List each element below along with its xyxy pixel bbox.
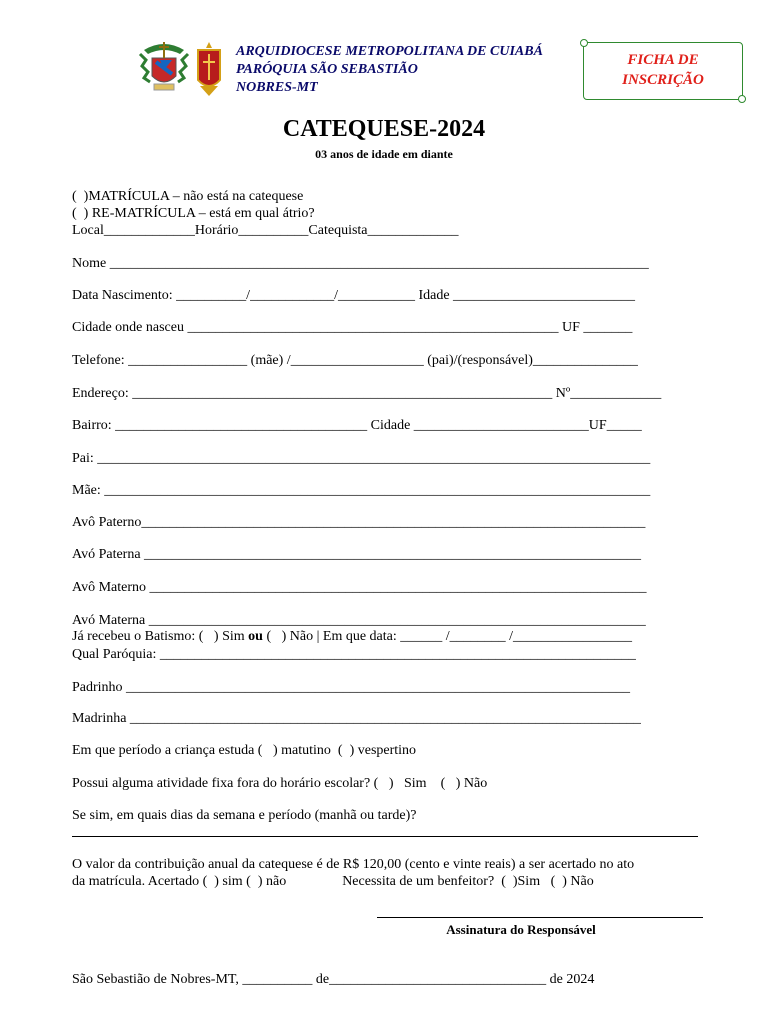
address-field[interactable]: Endereço: ____________________________________________________________ Nº_____________ [72, 386, 662, 401]
baptism-field[interactable] [72, 629, 632, 645]
paternal-grandmother-field[interactable]: Avó Paterna _______________________________________________________________________ [72, 547, 642, 562]
signature-line[interactable] [377, 917, 703, 918]
baptism-date: ( ) Não | Em que data: ______ /________ /_________________ [262, 629, 633, 644]
baptism-or: ou [248, 629, 263, 644]
archdiocese-name: ARQUIDIOCESE METROPOLITANA DE CUIABÁ [236, 44, 543, 59]
enrollment-option[interactable]: ( )MATRÍCULA – não está na catequese [72, 189, 304, 204]
re-enrollment-option[interactable]: ( ) RE-MATRÍCULA – está em qual átrio? [72, 206, 315, 221]
school-period-field[interactable]: Em que período a criança estuda ( ) matutino ( ) vespertino [72, 743, 417, 758]
signature-label: Assinatura do Responsável [446, 922, 596, 937]
archdiocese-coat-of-arms [136, 40, 192, 96]
weekdays-answer-line[interactable] [72, 836, 698, 837]
neighborhood-field[interactable]: Bairro: ____________________________________ Cidade _________________________UF_____ [72, 418, 642, 433]
baptism-label: Já recebeu o Batismo: ( ) Sim [72, 629, 249, 644]
maternal-grandmother-field[interactable]: Avó Materna _______________________________________________________________________ [72, 613, 646, 628]
mother-field[interactable]: Mãe: ______________________________________________________________________________ [72, 483, 651, 498]
parish-field[interactable]: Qual Paróquia: ____________________________________________________________________ [72, 647, 636, 662]
fee-text-line-2[interactable]: da matrícula. Acertado ( ) sim ( ) não Necessita de um benfeitor? ( )Sim ( ) Não [72, 874, 594, 889]
godfather-field[interactable]: Padrinho ________________________________________________________________________ [72, 680, 631, 695]
activity-field[interactable]: Possui alguma atividade fixa fora do horário escolar? ( ) Sim ( ) Não [72, 776, 488, 791]
paternal-grandfather-field[interactable]: Avô Paterno________________________________________________________________________ [72, 515, 646, 530]
registration-badge [583, 42, 743, 100]
phone-field[interactable]: Telefone: _________________ (mãe) /___________________ (pai)/(responsável)_______________ [72, 353, 638, 368]
parish-seal [194, 40, 224, 98]
father-field[interactable]: Pai: _______________________________________________________________________________ [72, 451, 651, 466]
page-title: CATEQUESE-2024 [282, 116, 486, 142]
fee-text-line-1: O valor da contribuição anual da catequese é de R$ 120,00 (cento e vinte reais) a ser acertado no ato [72, 857, 635, 872]
page-subtitle: 03 anos de idade em diante [315, 147, 453, 161]
city-name: NOBRES-MT [236, 80, 318, 95]
name-field[interactable]: Nome _____________________________________________________________________________ [72, 256, 649, 271]
birth-city-field[interactable]: Cidade onde nasceu _____________________________________________________ UF _______ [72, 320, 633, 335]
date-footer[interactable]: São Sebastião de Nobres-MT, __________ de_______________________________ de 2024 [72, 972, 595, 987]
weekdays-question: Se sim, em quais dias da semana e período (manhã ou tarde)? [72, 808, 417, 823]
maternal-grandfather-field[interactable]: Avô Materno _______________________________________________________________________ [72, 580, 647, 595]
parish-name: PARÓQUIA SÃO SEBASTIÃO [236, 62, 418, 77]
local-schedule-field[interactable]: Local_____________Horário__________Catequista_____________ [72, 223, 459, 238]
birth-date-field[interactable]: Data Nascimento: __________/____________/___________ Idade __________________________ [72, 288, 636, 303]
badge-line-2: INSCRIÇÃO [622, 72, 704, 88]
godmother-field[interactable]: Madrinha _________________________________________________________________________ [72, 711, 641, 726]
badge-line-1: FICHA DE [627, 52, 699, 68]
